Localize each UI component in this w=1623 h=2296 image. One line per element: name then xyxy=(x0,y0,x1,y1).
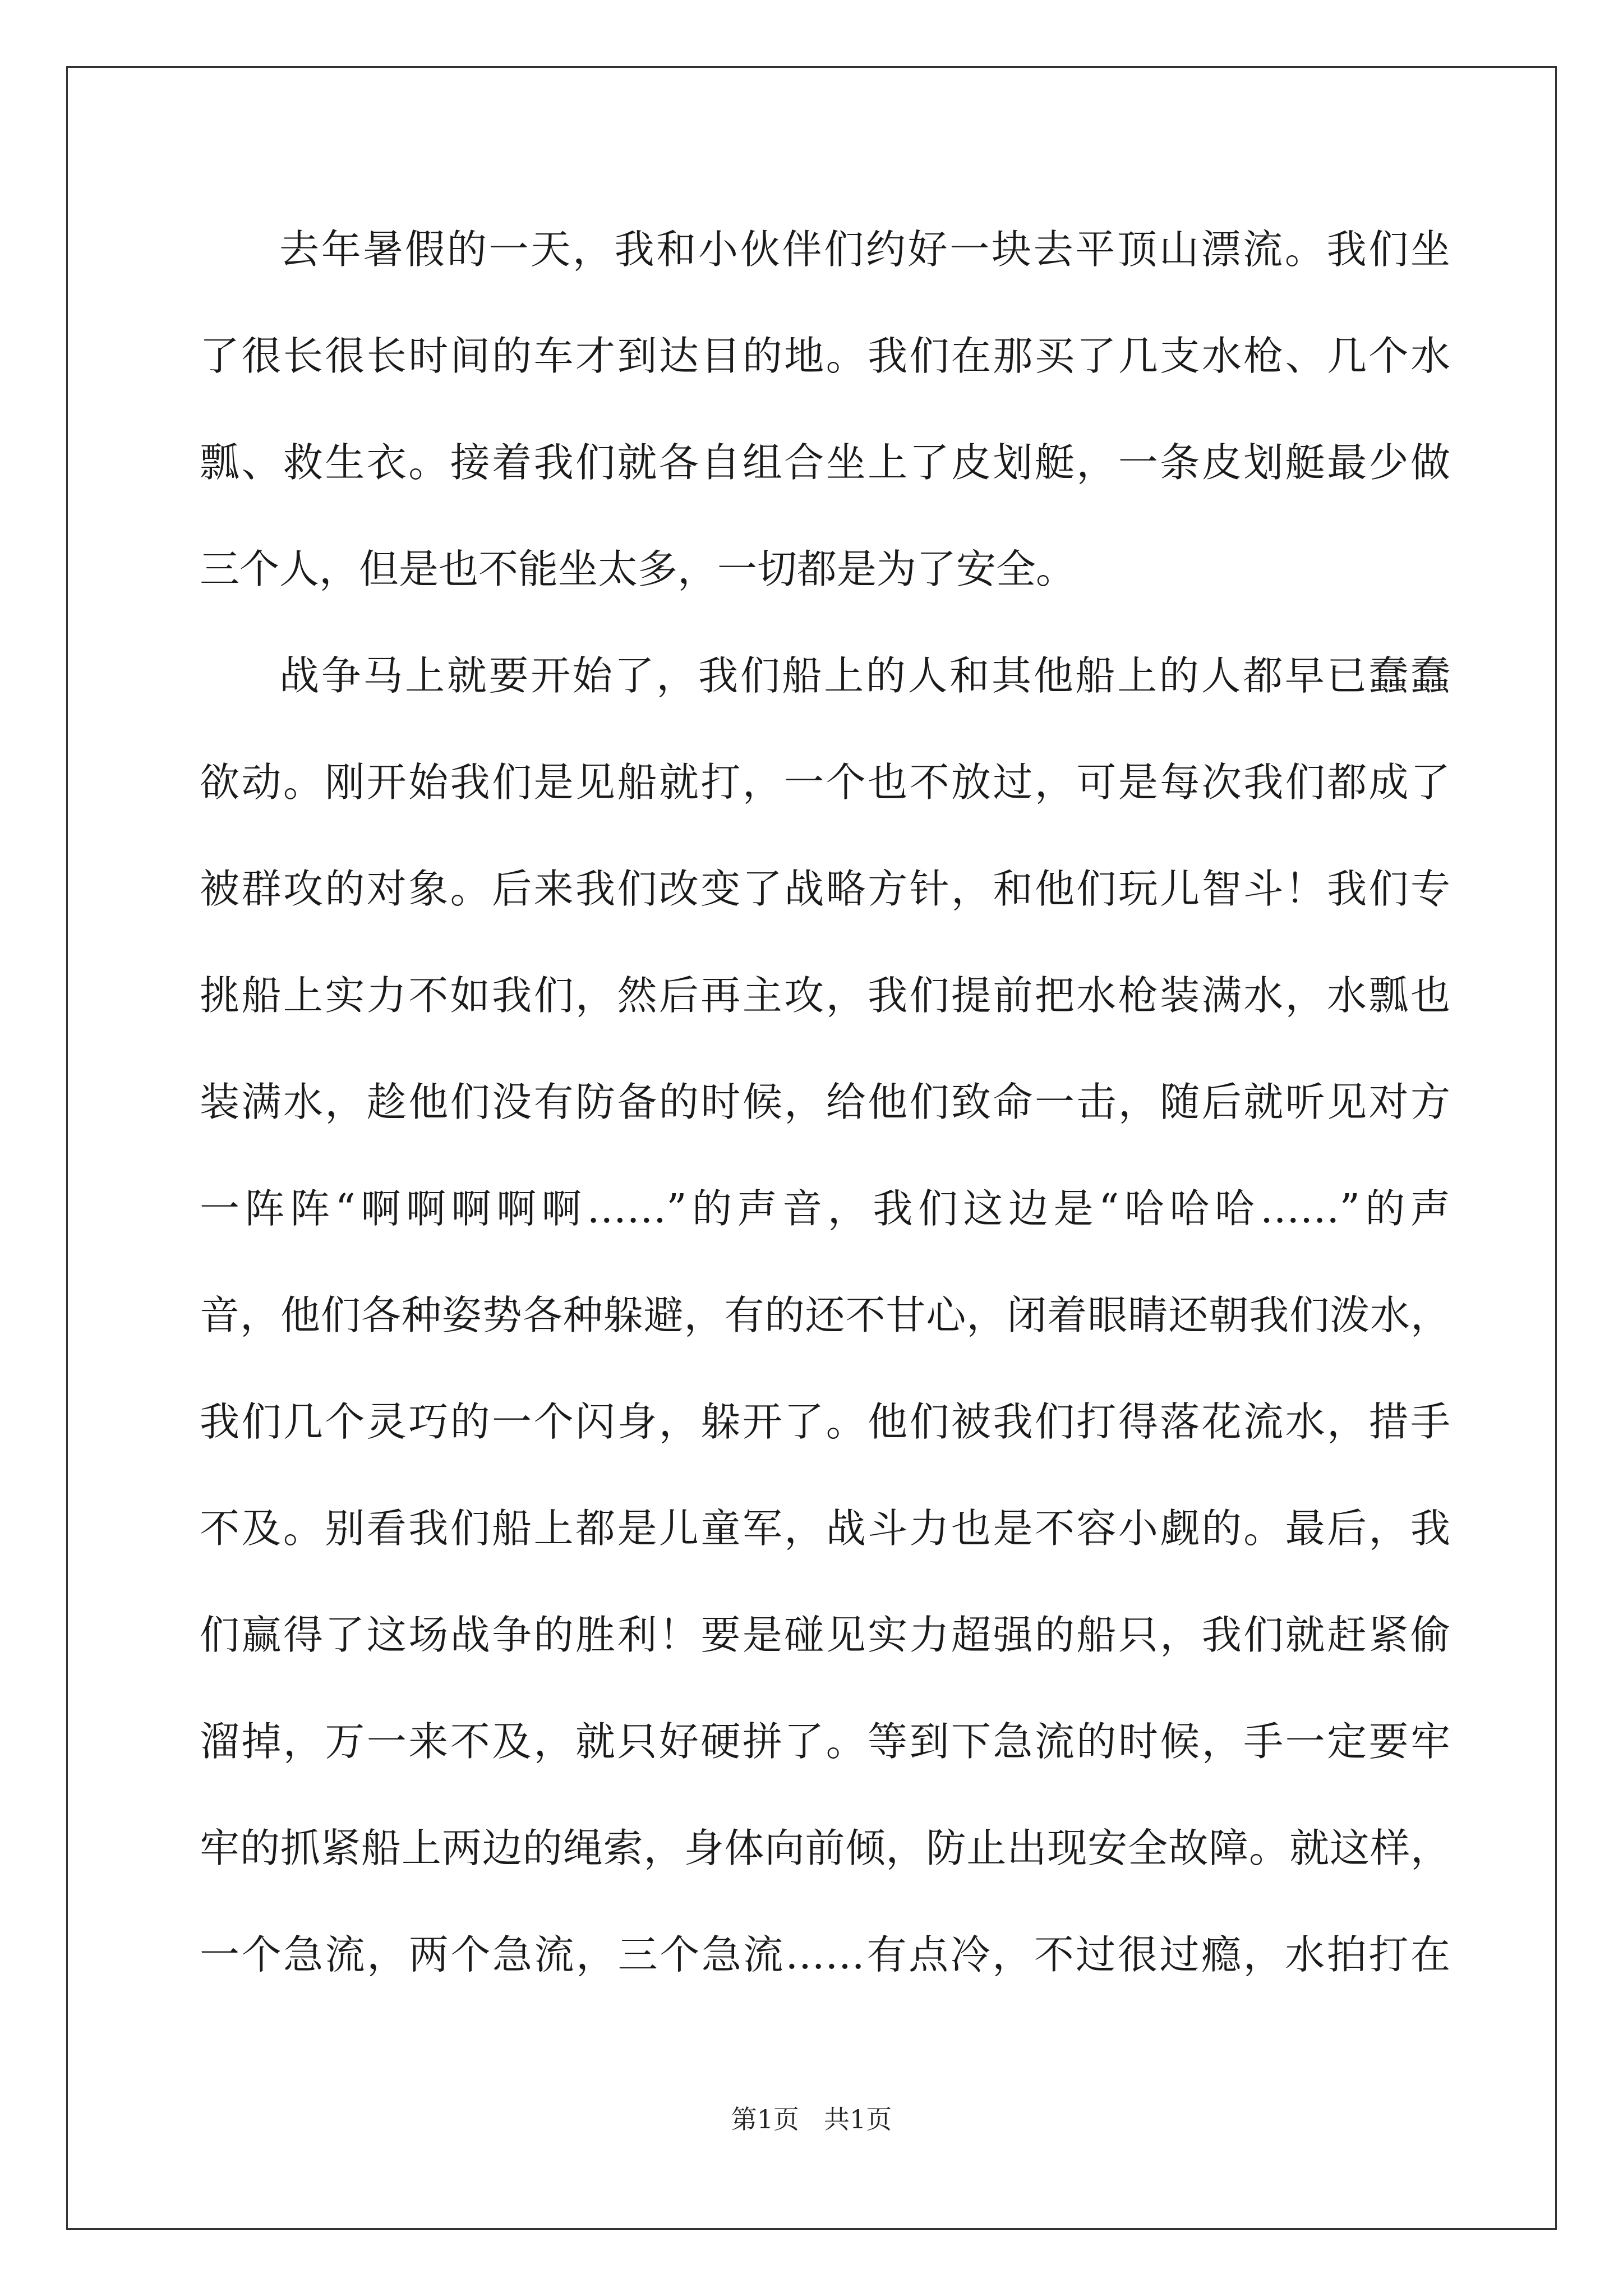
paragraph xyxy=(200,634,1450,2019)
text-line: 们赢得了这场战争的胜利！要是碰见实力超强的船只，我们就赶紧偷 xyxy=(200,1612,1450,1658)
text-line: 装满水，趁他们没有防备的时候，给他们致命一击，随后就听见对方 xyxy=(200,1079,1450,1125)
text-line: 三个人，但是也不能坐太多，一切都是为了安全。 xyxy=(200,546,1076,592)
text-line: 不及。别看我们船上都是儿童军，战斗力也是不容小觑的。最后，我 xyxy=(200,1505,1450,1552)
page-number-total: 共1页 xyxy=(824,2104,892,2134)
text-line: 牢的抓紧船上两边的绳索，身体向前倾，防止出现安全故障。就这样， xyxy=(200,1825,1450,1871)
text-line: 我们几个灵巧的一个闪身，躲开了。他们被我们打得落花流水，措手 xyxy=(200,1398,1450,1445)
text-line: 欲动。刚开始我们是见船就打，一个也不放过，可是每次我们都成了 xyxy=(200,759,1450,806)
text-line: 去年暑假的一天，我和小伙伴们约好一块去平顶山漂流。我们坐 xyxy=(279,226,1450,273)
text-line: 溜掉，万一来不及，就只好硬拼了。等到下急流的时候，手一定要牢 xyxy=(200,1718,1450,1765)
text-line: 一阵阵“啊啊啊啊啊……”的声音，我们这边是“哈哈哈……”的声 xyxy=(200,1185,1450,1232)
document-body xyxy=(200,208,1450,2019)
text-line: 挑船上实力不如我们，然后再主攻，我们提前把水枪装满水，水瓢也 xyxy=(200,972,1450,1019)
text-line: 瓢、救生衣。接着我们就各自组合坐上了皮划艇，一条皮划艇最少做 xyxy=(200,439,1450,486)
text-line: 了很长很长时间的车才到达目的地。我们在那买了几支水枪、几个水 xyxy=(200,333,1450,379)
page-footer xyxy=(0,2102,1623,2136)
page-number-current: 第1页 xyxy=(731,2104,799,2134)
text-line: 战争马上就要开始了，我们船上的人和其他船上的人都早已蠢蠢 xyxy=(279,652,1450,699)
text-line: 被群攻的对象。后来我们改变了战略方针，和他们玩儿智斗！我们专 xyxy=(200,866,1450,912)
text-line: 一个急流，两个急流，三个急流……有点冷，不过很过瘾，水拍打在 xyxy=(200,1931,1450,1978)
paragraph xyxy=(200,208,1450,634)
text-line: 音，他们各种姿势各种躲避，有的还不甘心，闭着眼睛还朝我们泼水， xyxy=(200,1292,1450,1338)
